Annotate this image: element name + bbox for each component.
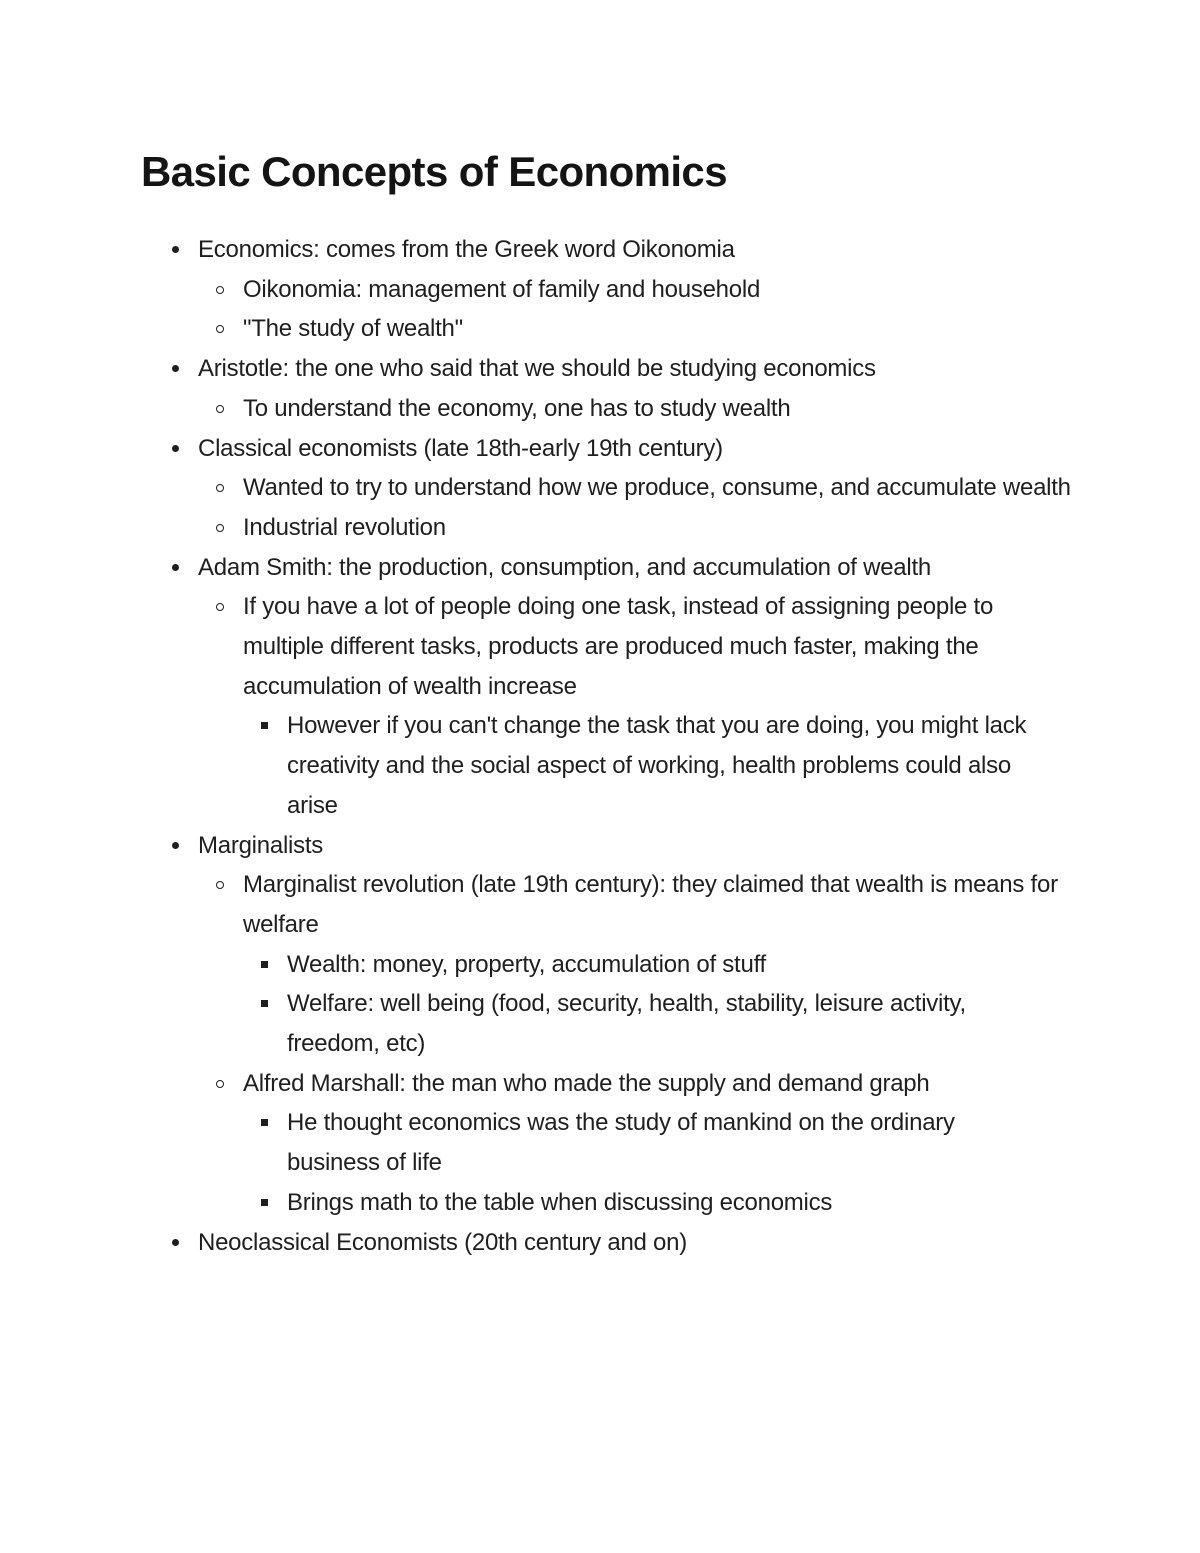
bullet-text: Industrial revolution [243,513,446,541]
bullet-item [0,230,1200,270]
sub-bullet-item [0,1064,1200,1104]
bullet-text: If you have a lot of people doing one task, instead of assigning people to multiple different tasks, products are produced much faster, making the accumulation of wealth increase [243,593,994,700]
bullet-text: However if you can't change the task that you are doing, you might lack creativity and the social aspect of working, health problems could also arise [287,712,1027,819]
sub-bullet-item [0,468,1200,508]
hollow-bullet-icon [216,1080,224,1088]
sub-bullet-item [0,587,1200,706]
bullet-text: Neoclassical Economists (20th century and on) [198,1228,687,1256]
bullet-text: Marginalists [198,831,324,859]
sub-sub-bullet-item [0,1103,1200,1182]
square-bullet-icon [261,1199,268,1206]
hollow-bullet-icon [216,524,224,532]
hollow-bullet-icon [216,286,224,294]
square-bullet-icon [261,961,268,968]
hollow-bullet-icon [216,325,224,333]
sub-bullet-item [0,270,1200,310]
bullet-item [0,1223,1200,1263]
bullet-item [0,429,1200,469]
bullet-text: Economics: comes from the Greek word Oikonomia [198,236,735,263]
sub-sub-bullet-item [0,1183,1200,1223]
bullet-text: Wanted to try to understand how we produce, consume, and accumulate wealth [243,474,1071,502]
bullet-text: Marginalist revolution (late 19th century): they claimed that wealth is means for welfare [243,871,1058,938]
bullet-outline [0,230,1200,1262]
bullet-text: To understand the economy, one has to study wealth [243,394,791,422]
bullet-item [0,349,1200,389]
bullet-text: Alfred Marshall: the man who made the supply and demand graph [243,1069,930,1097]
hollow-bullet-icon [216,603,224,611]
hollow-bullet-icon [216,484,224,492]
hollow-bullet-icon [216,881,224,889]
filled-bullet-icon [172,445,179,452]
sub-bullet-item [0,508,1200,548]
filled-bullet-icon [172,564,179,571]
bullet-item [0,826,1200,866]
sub-bullet-item [0,389,1200,429]
filled-bullet-icon [172,842,179,849]
square-bullet-icon [261,722,268,729]
sub-bullet-item [0,309,1200,349]
square-bullet-icon [261,1119,268,1126]
page-title: Basic Concepts of Economics [141,148,727,195]
sub-sub-bullet-item [0,984,1200,1063]
square-bullet-icon [261,1000,268,1007]
bullet-text: Welfare: well being (food, security, health, stability, leisure activity, freedom, etc) [287,990,966,1058]
hollow-bullet-icon [216,405,224,413]
bullet-text: Wealth: money, property, accumulation of stuff [287,950,766,978]
bullet-text: "The study of wealth" [243,315,463,343]
bullet-item [0,548,1200,588]
bullet-text: He thought economics was the study of mankind on the ordinary business of life [287,1109,955,1177]
sub-sub-bullet-item [0,945,1200,985]
filled-bullet-icon [172,365,179,372]
bullet-text: Classical economists (late 18th-early 19th century) [198,434,723,462]
bullet-text: Brings math to the table when discussing economics [287,1188,833,1216]
bullet-text: Aristotle: the one who said that we should be studying economics [198,355,876,383]
sub-sub-bullet-item [0,706,1200,825]
sub-bullet-item [0,865,1200,944]
bullet-text: Oikonomia: management of family and household [243,275,761,303]
filled-bullet-icon [172,1239,179,1246]
bullet-text: Adam Smith: the production, consumption, and accumulation of wealth [198,553,932,581]
filled-bullet-icon [172,246,179,253]
